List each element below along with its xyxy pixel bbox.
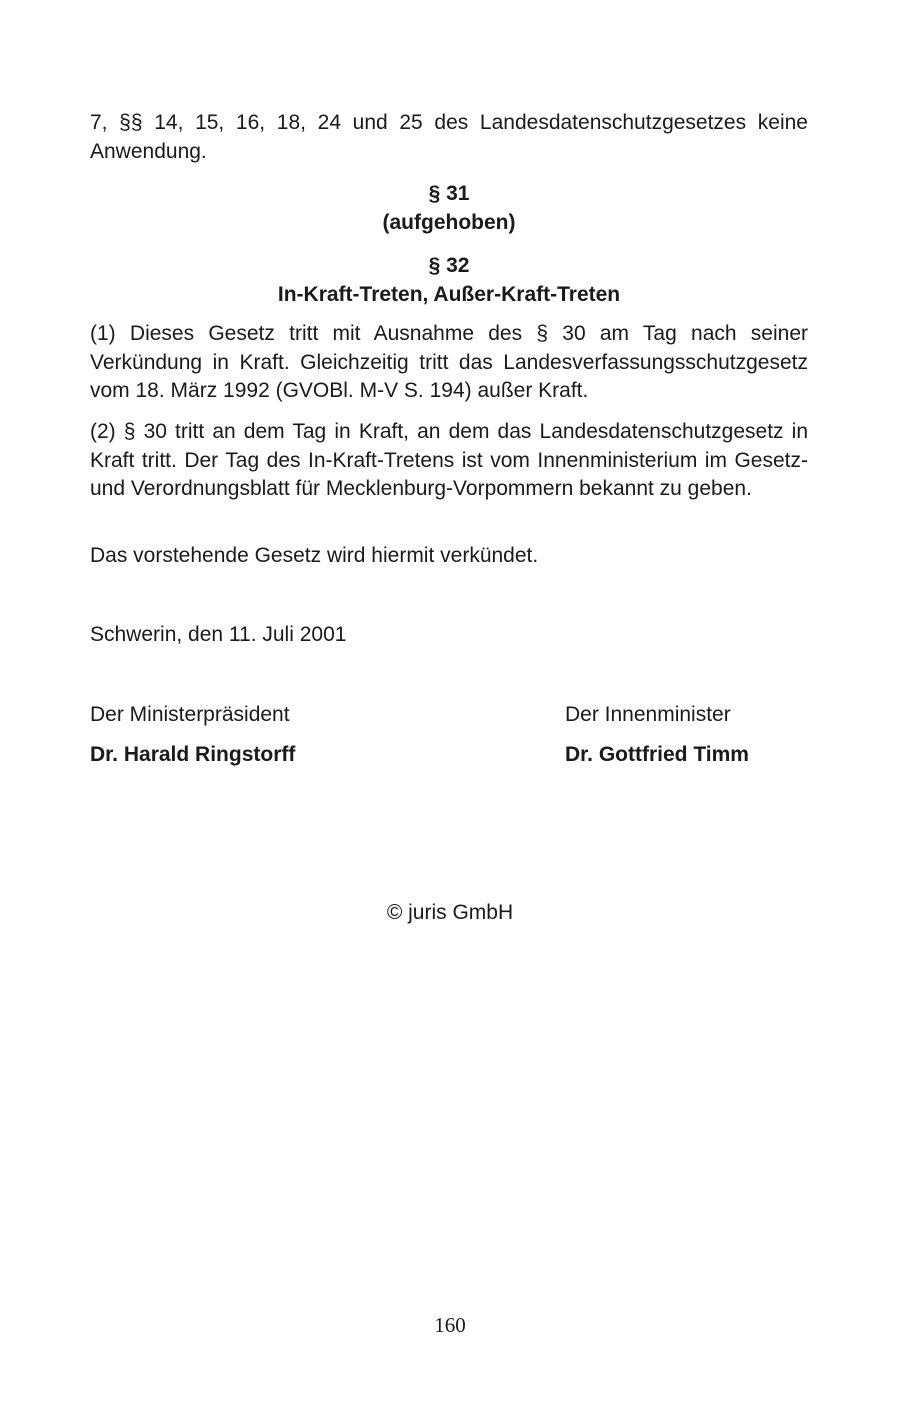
signatory-2-role: Der Innenminister: [565, 703, 731, 726]
section-31-number: § 31: [428, 182, 470, 205]
place-and-date: Schwerin, den 11. Juli 2001: [90, 623, 347, 646]
section-32-title: In-Kraft-Treten, Außer-Kraft-Treten: [277, 283, 621, 306]
section-31-title: (aufgehoben): [382, 211, 516, 234]
promulgation-statement: Das vorstehende Gesetz wird hiermit verkündet.: [90, 544, 539, 567]
section-32-number: § 32: [428, 254, 470, 277]
signatory-2-name: Dr. Gottfried Timm: [565, 743, 749, 766]
page-number: 160: [434, 1313, 466, 1337]
section-32-paragraph-1: (1) Dieses Gesetz tritt mit Ausnahme des § 30 am Tag nach seiner Verkündung in Kraft. Gleichzeitig tritt das Landesverfassungsschutzgesetz vom 18. März 1992 (GVOBl. M-V S. 194) außer Kraft.: [90, 322, 808, 402]
signatory-1-name: Dr. Harald Ringstorff: [90, 743, 296, 766]
section-32-paragraph-2: (2) § 30 tritt an dem Tag in Kraft, an dem das Landesdatenschutzgesetz in Kraft tritt. Der Tag des In-Kraft-Tretens ist vom Innenministerium im Gesetz- und Verordnungsblatt für Mecklenburg-Vorpommern bekannt zu geben.: [90, 420, 808, 500]
continuation-paragraph: 7, §§ 14, 15, 16, 18, 24 und 25 des Landesdatenschutzgesetzes keine Anwendung.: [90, 111, 808, 163]
signatory-1-role: Der Ministerpräsident: [90, 703, 290, 726]
copyright-notice: © juris GmbH: [386, 901, 514, 924]
